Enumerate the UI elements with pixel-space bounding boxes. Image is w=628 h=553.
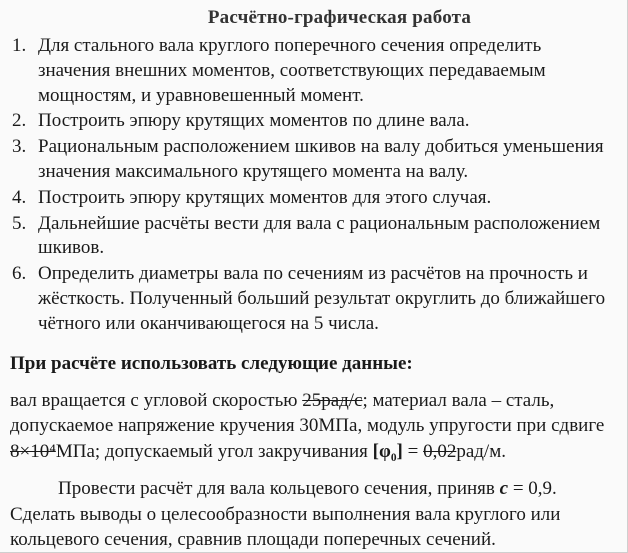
input-data-paragraph xyxy=(10,388,617,465)
task-text: Построить эпюру крутящих моментов по длине вала. xyxy=(38,110,470,132)
task-number: 2. xyxy=(12,110,27,132)
task-number: 4. xyxy=(12,186,27,208)
data-text-5: рад/м. xyxy=(456,440,506,462)
task-item xyxy=(10,109,617,134)
task-item xyxy=(10,212,617,262)
task-number: 3. xyxy=(12,136,27,158)
task-number: 5. xyxy=(12,212,27,234)
task-item xyxy=(10,186,617,211)
task-text: Дальнейшие расчёты вести для вала с рациональным расположением шкивов. xyxy=(38,212,601,259)
task-item xyxy=(10,262,617,336)
final-text-2: = 0,9. Сделать выводы о целесообразности выполнения вала круглого или кольцевого сечения, сравнив площади поперечных сечений. xyxy=(10,478,561,551)
document-title: Расчётно-графическая работа xyxy=(207,7,472,28)
data-text-4: = xyxy=(402,440,424,462)
data-text-1: вал вращается с угловой скоростью xyxy=(10,389,303,411)
task-number: 1. xyxy=(12,35,27,56)
twist-angle-value: 0,02 xyxy=(423,440,457,462)
task-text: Для стального вала круглого поперечного сечения определить значения внешних моментов, соответствующих передаваемым мощностям, и уравновешенный момент. xyxy=(38,35,546,106)
task-text: Определить диаметры вала по сечениям из расчётов на прочность и жёсткость. Полученный больший результат округлить до ближайшего чётного или оканчивающегося на 5 числа. xyxy=(38,263,606,334)
angular-velocity-value: 25рад/с xyxy=(302,389,363,411)
final-text-1: Провести расчёт для вала кольцевого сечения, приняв xyxy=(58,478,500,500)
data-text-3: МПа; допускаемый угол закручивания xyxy=(55,440,373,462)
task-text: Рациональным расположением шкивов на валу добиться уменьшения значения максимального крутящего момента на валу. xyxy=(38,136,604,182)
data-heading: При расчёте использовать следующие данные: xyxy=(10,352,413,374)
task-number: 6. xyxy=(12,263,27,285)
conclusion-paragraph xyxy=(10,476,617,553)
task-item xyxy=(10,34,617,108)
task-text: Построить эпюру крутящих моментов для этого случая. xyxy=(38,186,492,208)
ratio-symbol: c xyxy=(499,478,509,500)
task-list xyxy=(10,34,617,337)
data-text-2: ; материал вала – сталь, допускаемое напряжение кручения 30МПа, модуль упругости при сдвиге xyxy=(10,389,605,437)
shear-modulus-value: 8×10⁴ xyxy=(10,440,56,462)
twist-angle-symbol: [φ₀] xyxy=(372,440,403,462)
task-item xyxy=(10,135,617,185)
